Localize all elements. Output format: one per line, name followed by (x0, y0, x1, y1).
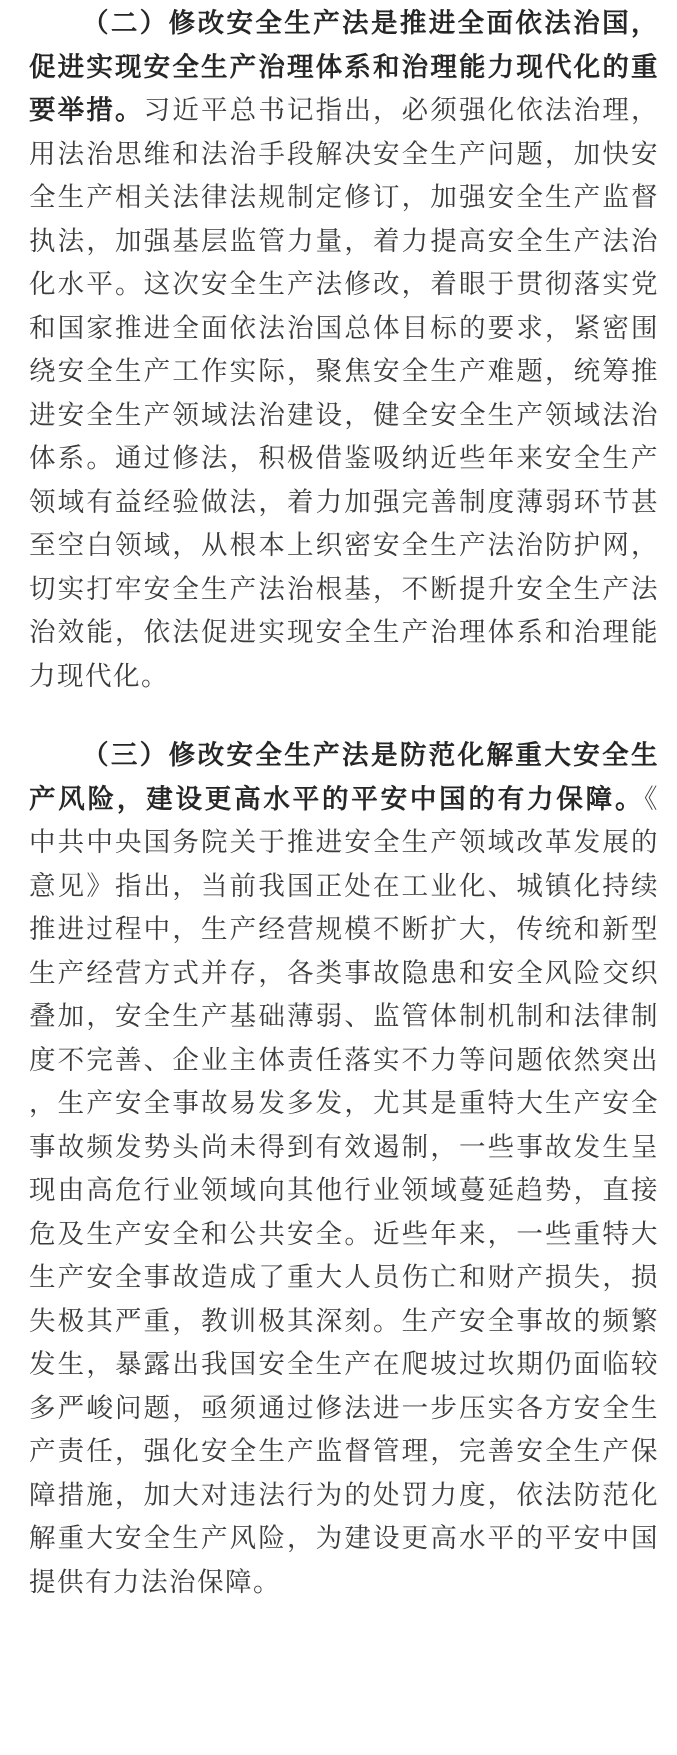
paragraph-section-2 (29, 0, 659, 698)
paragraph-section-3 (29, 734, 659, 1604)
section-2-body: 习近平总书记指出，必须强化依法治理，用法治思维和法治手段解决安全生产问题，加快安全生产相关法律法规制定修订，加强安全生产监督执法，加强基层监管力量，着力提高安全生产法治化水平。这次安全生产法修改，着眼于贯彻落实党和国家推进全面依法治国总体目标的要求，紧密围绕安全生产工作实际，聚焦安全生产难题，统筹推进安全生产领域法治建设，健全安全生产领域法治体系。通过修法，积极借鉴吸纳近些年来安全生产领域有益经验做法，着力加强完善制度薄弱环节甚至空白领域，从根本上织密安全生产法治防护网，切实打牢安全生产法治根基，不断提升安全生产法治效能，依法促进实现安全生产治理体系和治理能力现代化。 (29, 95, 660, 692)
section-3-lead: （三）修改安全生产法是防范化解重大安全生产风险，建设更高水平的平安中国的有力保障。 (29, 740, 659, 815)
section-3-body: 《中共中央国务院关于推进安全生产领域改革发展的意见》指出，当前我国正处在工业化、城镇化持续推进过程中，生产经营规模不断扩大，传统和新型生产经营方式并存，各类事故隐患和安全风险交织叠加，安全生产基础薄弱、监管体制机制和法律制度不完善、企业主体责任落实不力等问题依然突出，生产安全事故易发多发，尤其是重特大生产安全事故频发势头尚未得到有效遏制，一些事故发生呈现由高危行业领域向其他行业领域蔓延趋势，直接危及生产安全和公共安全。近些年来，一些重特大生产安全事故造成了重大人员伤亡和财产损失，损失极其严重，教训极其深刻。生产安全事故的频繁发生，暴露出我国安全生产在爬坡过坎期仍面临较多严峻问题，亟须通过修法进一步压实各方安全生产责任，强化安全生产监督管理，完善安全生产保障措施，加大对违法行为的处罚力度，依法防范化解重大安全生产风险，为建设更高水平的平安中国提供有力法治保障。 (29, 783, 659, 1598)
section-2-lead: （二）修改安全生产法是推进全面依法治国，促进实现安全生产治理体系和治理能力现代化的重要举措。 (29, 8, 659, 126)
